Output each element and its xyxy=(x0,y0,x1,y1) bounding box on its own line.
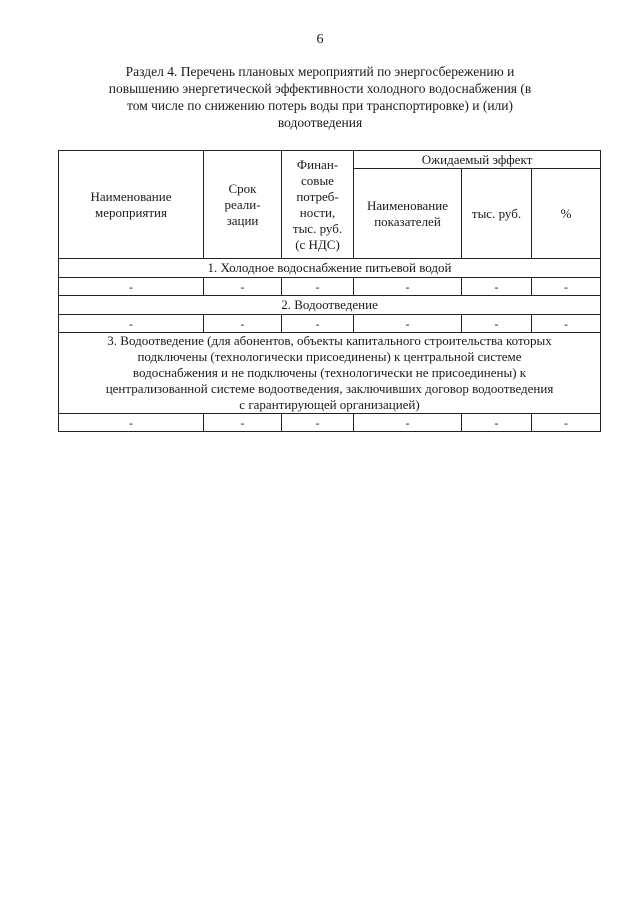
section-title-line: централизованной системе водоотведения, заключивших договор водоотведения xyxy=(105,381,554,396)
cell: - xyxy=(204,414,282,432)
cell: - xyxy=(354,278,462,296)
section-title-line: 3. Водоотведение (для абонентов, объекты капитального строительства которых xyxy=(107,333,552,348)
page-number: 6 xyxy=(316,32,324,47)
cell: - xyxy=(282,278,354,296)
table-header-row xyxy=(59,151,601,169)
section-row xyxy=(59,296,601,315)
header-finance-line: потреб- xyxy=(296,188,339,204)
cell: - xyxy=(59,278,204,296)
header-term-line: зации xyxy=(226,212,259,228)
cell: - xyxy=(532,315,601,333)
header-name-line: Наименование xyxy=(90,188,172,204)
header-term xyxy=(204,151,282,259)
section-title-line: с гарантирующей организацией) xyxy=(239,397,420,412)
header-term-line: Срок xyxy=(228,180,257,196)
section-title-cell xyxy=(59,333,601,414)
header-thousand-rub: тыс. руб. xyxy=(462,169,532,259)
measures-table xyxy=(58,150,601,432)
cell: - xyxy=(462,278,532,296)
header-name-line: мероприятия xyxy=(94,204,167,220)
cell: - xyxy=(462,315,532,333)
cell: - xyxy=(59,315,204,333)
table-row xyxy=(59,315,601,333)
header-finance-line: ности, xyxy=(299,204,336,220)
section-title-line: подключены (технологически присоединены) к центральной системе xyxy=(137,349,522,364)
header-finance-line: тыс. руб. xyxy=(292,220,343,236)
cell: - xyxy=(282,414,354,432)
section-title xyxy=(80,63,560,131)
cell: - xyxy=(532,414,601,432)
section-row xyxy=(59,333,601,414)
header-finance xyxy=(282,151,354,259)
header-name xyxy=(59,151,204,259)
header-finance-line: совые xyxy=(301,172,334,188)
table-row xyxy=(59,278,601,296)
section-title-line: повышению энергетической эффективности холодного водоснабжения (в xyxy=(108,81,532,96)
header-indicators-line: Наименование xyxy=(367,197,448,213)
header-expected-effect: Ожидаемый эффект xyxy=(354,151,601,169)
header-finance-line: (с НДС) xyxy=(295,236,340,252)
header-indicators xyxy=(354,169,462,259)
header-term-line: реали- xyxy=(224,196,261,212)
cell: - xyxy=(204,278,282,296)
header-indicators-line: показателей xyxy=(374,213,441,229)
section-title-cell: 1. Холодное водоснабжение питьевой водой xyxy=(59,259,601,278)
section-title-line: Раздел 4. Перечень плановых мероприятий по энергосбережению и xyxy=(125,64,515,79)
cell: - xyxy=(532,278,601,296)
header-finance-line: Финан- xyxy=(296,156,339,172)
section-title-line: том числе по снижению потерь воды при транспортировке) и (или) xyxy=(126,98,513,113)
cell: - xyxy=(59,414,204,432)
cell: - xyxy=(204,315,282,333)
cell: - xyxy=(282,315,354,333)
cell: - xyxy=(354,315,462,333)
header-percent: % xyxy=(532,169,601,259)
section-title-line: водоснабжения и не подключены (технологически не присоединены) к xyxy=(132,365,527,380)
cell: - xyxy=(354,414,462,432)
section-title-line: водоотведения xyxy=(277,115,363,130)
table-row xyxy=(59,414,601,432)
cell: - xyxy=(462,414,532,432)
section-title-cell: 2. Водоотведение xyxy=(59,296,601,315)
section-row xyxy=(59,259,601,278)
